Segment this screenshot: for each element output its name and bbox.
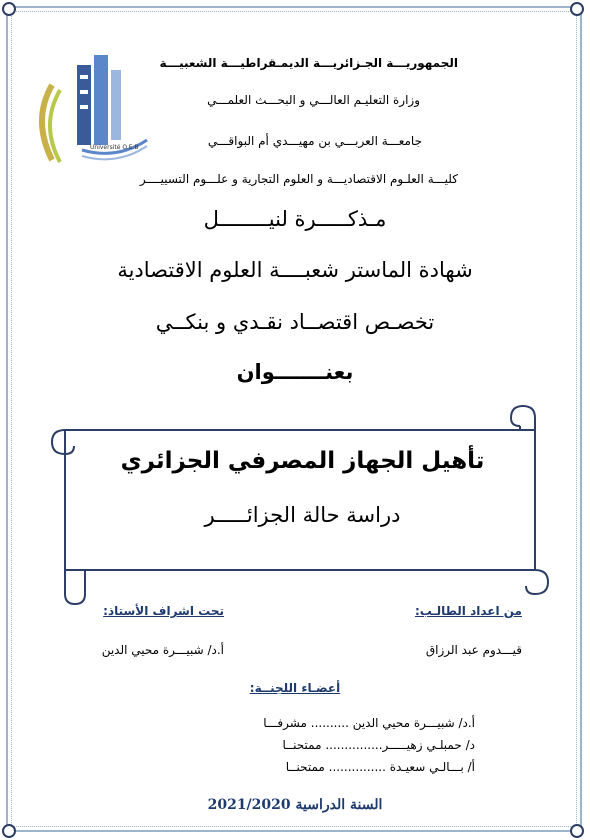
thesis-subtitle: دراسة حالة الجزائـــــر (204, 503, 401, 527)
degree-line: شهادة الماستر شعبــــة العلوم الاقتصادية (117, 258, 473, 282)
member-role: مشرفـــا (263, 716, 307, 730)
supervisor-name: أ.د/ شبيـــرة محيي الدين (101, 643, 224, 657)
student-name: قيـــدوم عبد الرزاق (425, 643, 522, 657)
university-name: جامعـــة العربـــي بن مهيـــدي أم البواقـــي (207, 134, 422, 148)
member-role: ممتحنــا (282, 738, 322, 752)
republic-name: الجمهوريـــة الجـزائريـــة الديمـقراطيـــة الشعبيـــة (159, 56, 458, 70)
university-logo-icon (22, 40, 152, 170)
member-name: د/ حمبلـي زهيـــــر............... (325, 738, 475, 752)
corner-ornament-bottom-left (2, 824, 16, 838)
ministry-name: وزارة التعليـم العالـــي و البحـــث العلمـــي (207, 93, 420, 107)
member-role: ممتحنــا (285, 760, 325, 774)
title-label: بعنـــــــوان (236, 360, 354, 384)
thesis-title: تأهيل الجهاز المصرفي الجزائري (120, 448, 485, 474)
memo-line: مـذكـــــرة لنيــــــــل (203, 207, 387, 231)
member-name: أ/ بـــالـي سعيـدة ............... (328, 760, 475, 774)
academic-year: السنة الدراسية 2021/2020 (207, 797, 383, 813)
student-label: من اعداد الطالـب: (414, 604, 522, 618)
committee-member (282, 738, 475, 752)
corner-ornament-bottom-right (570, 824, 584, 838)
specialty-line: تخصـص اقتصــاد نقـدي و بنكــي (155, 310, 435, 334)
corner-ornament-top-left (2, 2, 16, 16)
logo-caption: Université O.E.B (90, 144, 139, 151)
committee-member (286, 760, 475, 774)
faculty-name: كليـــة العلـوم الاقتصاديـــة و العلوم التجارية و علـــوم التسييــــر (139, 172, 458, 186)
member-name: أ.د/ شبيـــرة محيي الدين .......... (310, 716, 475, 730)
committee-member (263, 716, 475, 730)
corner-ornament-top-right (570, 2, 584, 16)
committee-label: أعضـاء اللجنــة: (249, 681, 341, 695)
supervisor-label: تحت اشراف الأستاذ: (103, 604, 224, 618)
